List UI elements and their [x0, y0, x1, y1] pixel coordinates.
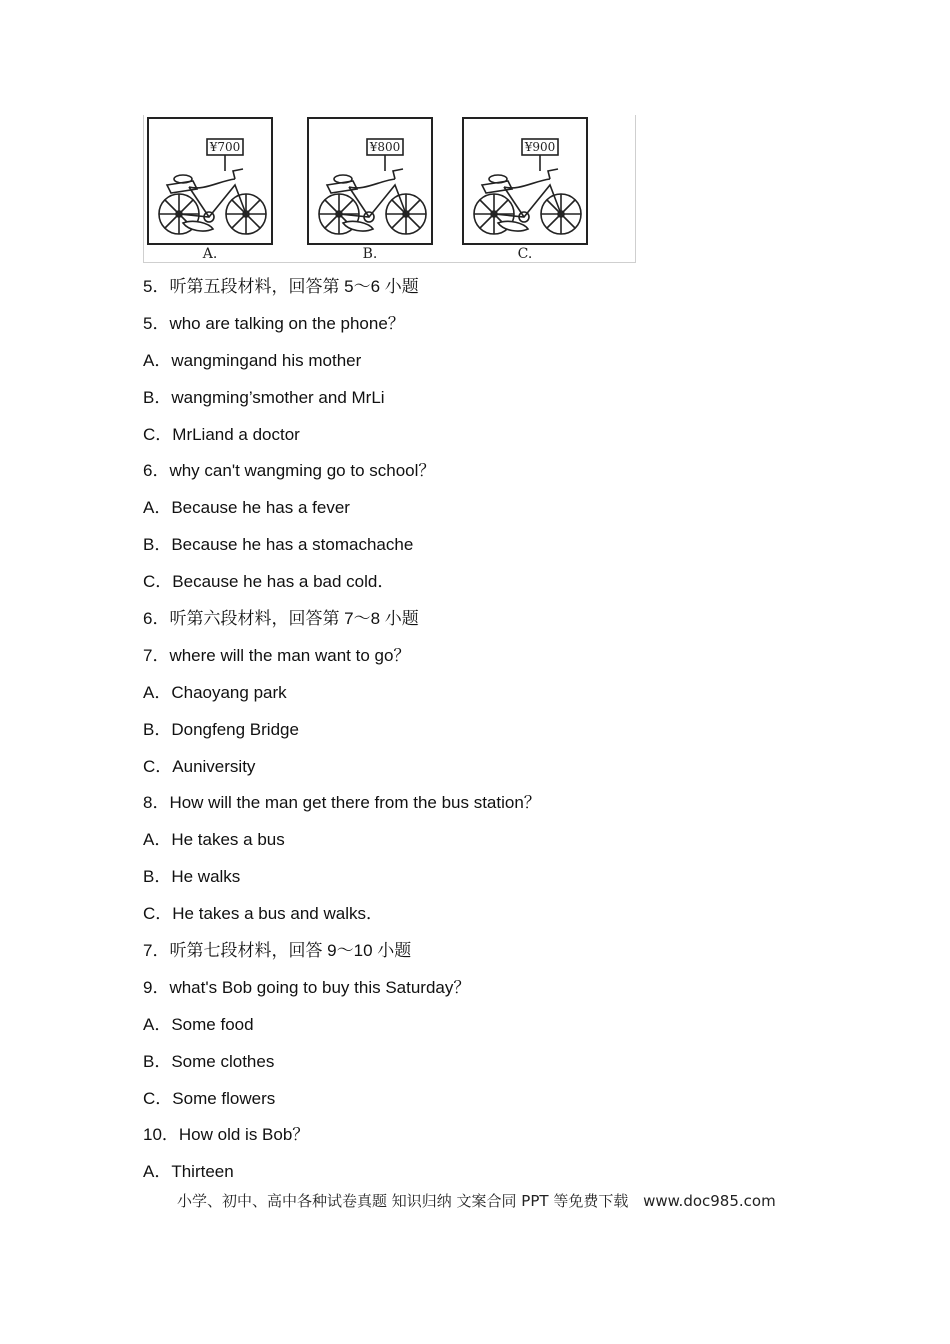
- question-5-option-c: C．MrLiand a doctor: [143, 424, 300, 444]
- bicycle-a-image: [149, 119, 271, 243]
- question-5-option-b: B．wangming’smother and MrLi: [143, 387, 385, 407]
- question-6: 6．why can't wangming go to school？: [143, 461, 436, 481]
- option-letter-c: C.: [517, 246, 533, 262]
- question-7: 7．where will the man want to go？: [143, 645, 411, 665]
- question-6-option-a: A．Because he has a fever: [143, 498, 350, 518]
- question-6-option-b: B．Because he has a stomachache: [143, 535, 414, 555]
- question-9: 9．what's Bob going to buy this Saturday？: [143, 977, 471, 997]
- bicycle-panel-a: [147, 117, 273, 245]
- option-letter-a: A.: [202, 246, 218, 262]
- price-label-c: ¥900: [524, 140, 556, 154]
- question-5: 5．who are talking on the phone？: [143, 313, 405, 333]
- bicycle-panel-b: [307, 117, 433, 245]
- price-label-a: ¥700: [209, 140, 241, 154]
- question-6-option-c: C．Because he has a bad cold．: [143, 572, 395, 592]
- section-heading-6: 6．听第六段材料，回答第 7～8 小题: [143, 609, 419, 629]
- question-9-option-c: C．Some flowers: [143, 1088, 276, 1108]
- bicycle-panel-c: [462, 117, 588, 245]
- question-5-option-a: A．wangmingand his mother: [143, 350, 362, 370]
- question-7-option-b: B．Dongfeng Bridge: [143, 719, 299, 739]
- page-footer: [177, 1190, 776, 1211]
- price-label-b: ¥800: [369, 140, 401, 154]
- question-9-option-a: A．Some food: [143, 1014, 254, 1034]
- question-7-option-c: C．Auniversity: [143, 756, 256, 776]
- question-7-option-a: A．Chaoyang park: [143, 682, 287, 702]
- bicycle-options-figure: [143, 115, 636, 263]
- question-8-option-c: C．He takes a bus and walks．: [143, 904, 383, 924]
- bicycle-b-image: [309, 119, 431, 243]
- footer-url: www.doc985.com: [643, 1192, 776, 1210]
- bicycle-c-image: [464, 119, 586, 243]
- question-10: 10．How old is Bob？: [143, 1125, 310, 1145]
- question-list: [143, 272, 843, 1194]
- question-8-option-a: A．He takes a bus: [143, 830, 285, 850]
- question-8-option-b: B．He walks: [143, 867, 241, 887]
- question-8: 8．How will the man get there from the bus station？: [143, 793, 541, 813]
- footer-text: 小学、初中、高中各种试卷真题 知识归纳 文案合同 PPT 等免费下载: [177, 1192, 629, 1210]
- question-9-option-b: B．Some clothes: [143, 1051, 275, 1071]
- question-10-option-a: A．Thirteen: [143, 1162, 234, 1182]
- section-heading-7: 7．听第七段材料，回答 9～10 小题: [143, 941, 412, 961]
- option-letter-b: B.: [362, 246, 378, 262]
- section-heading-5: 5．听第五段材料，回答第 5～6 小题: [143, 277, 419, 296]
